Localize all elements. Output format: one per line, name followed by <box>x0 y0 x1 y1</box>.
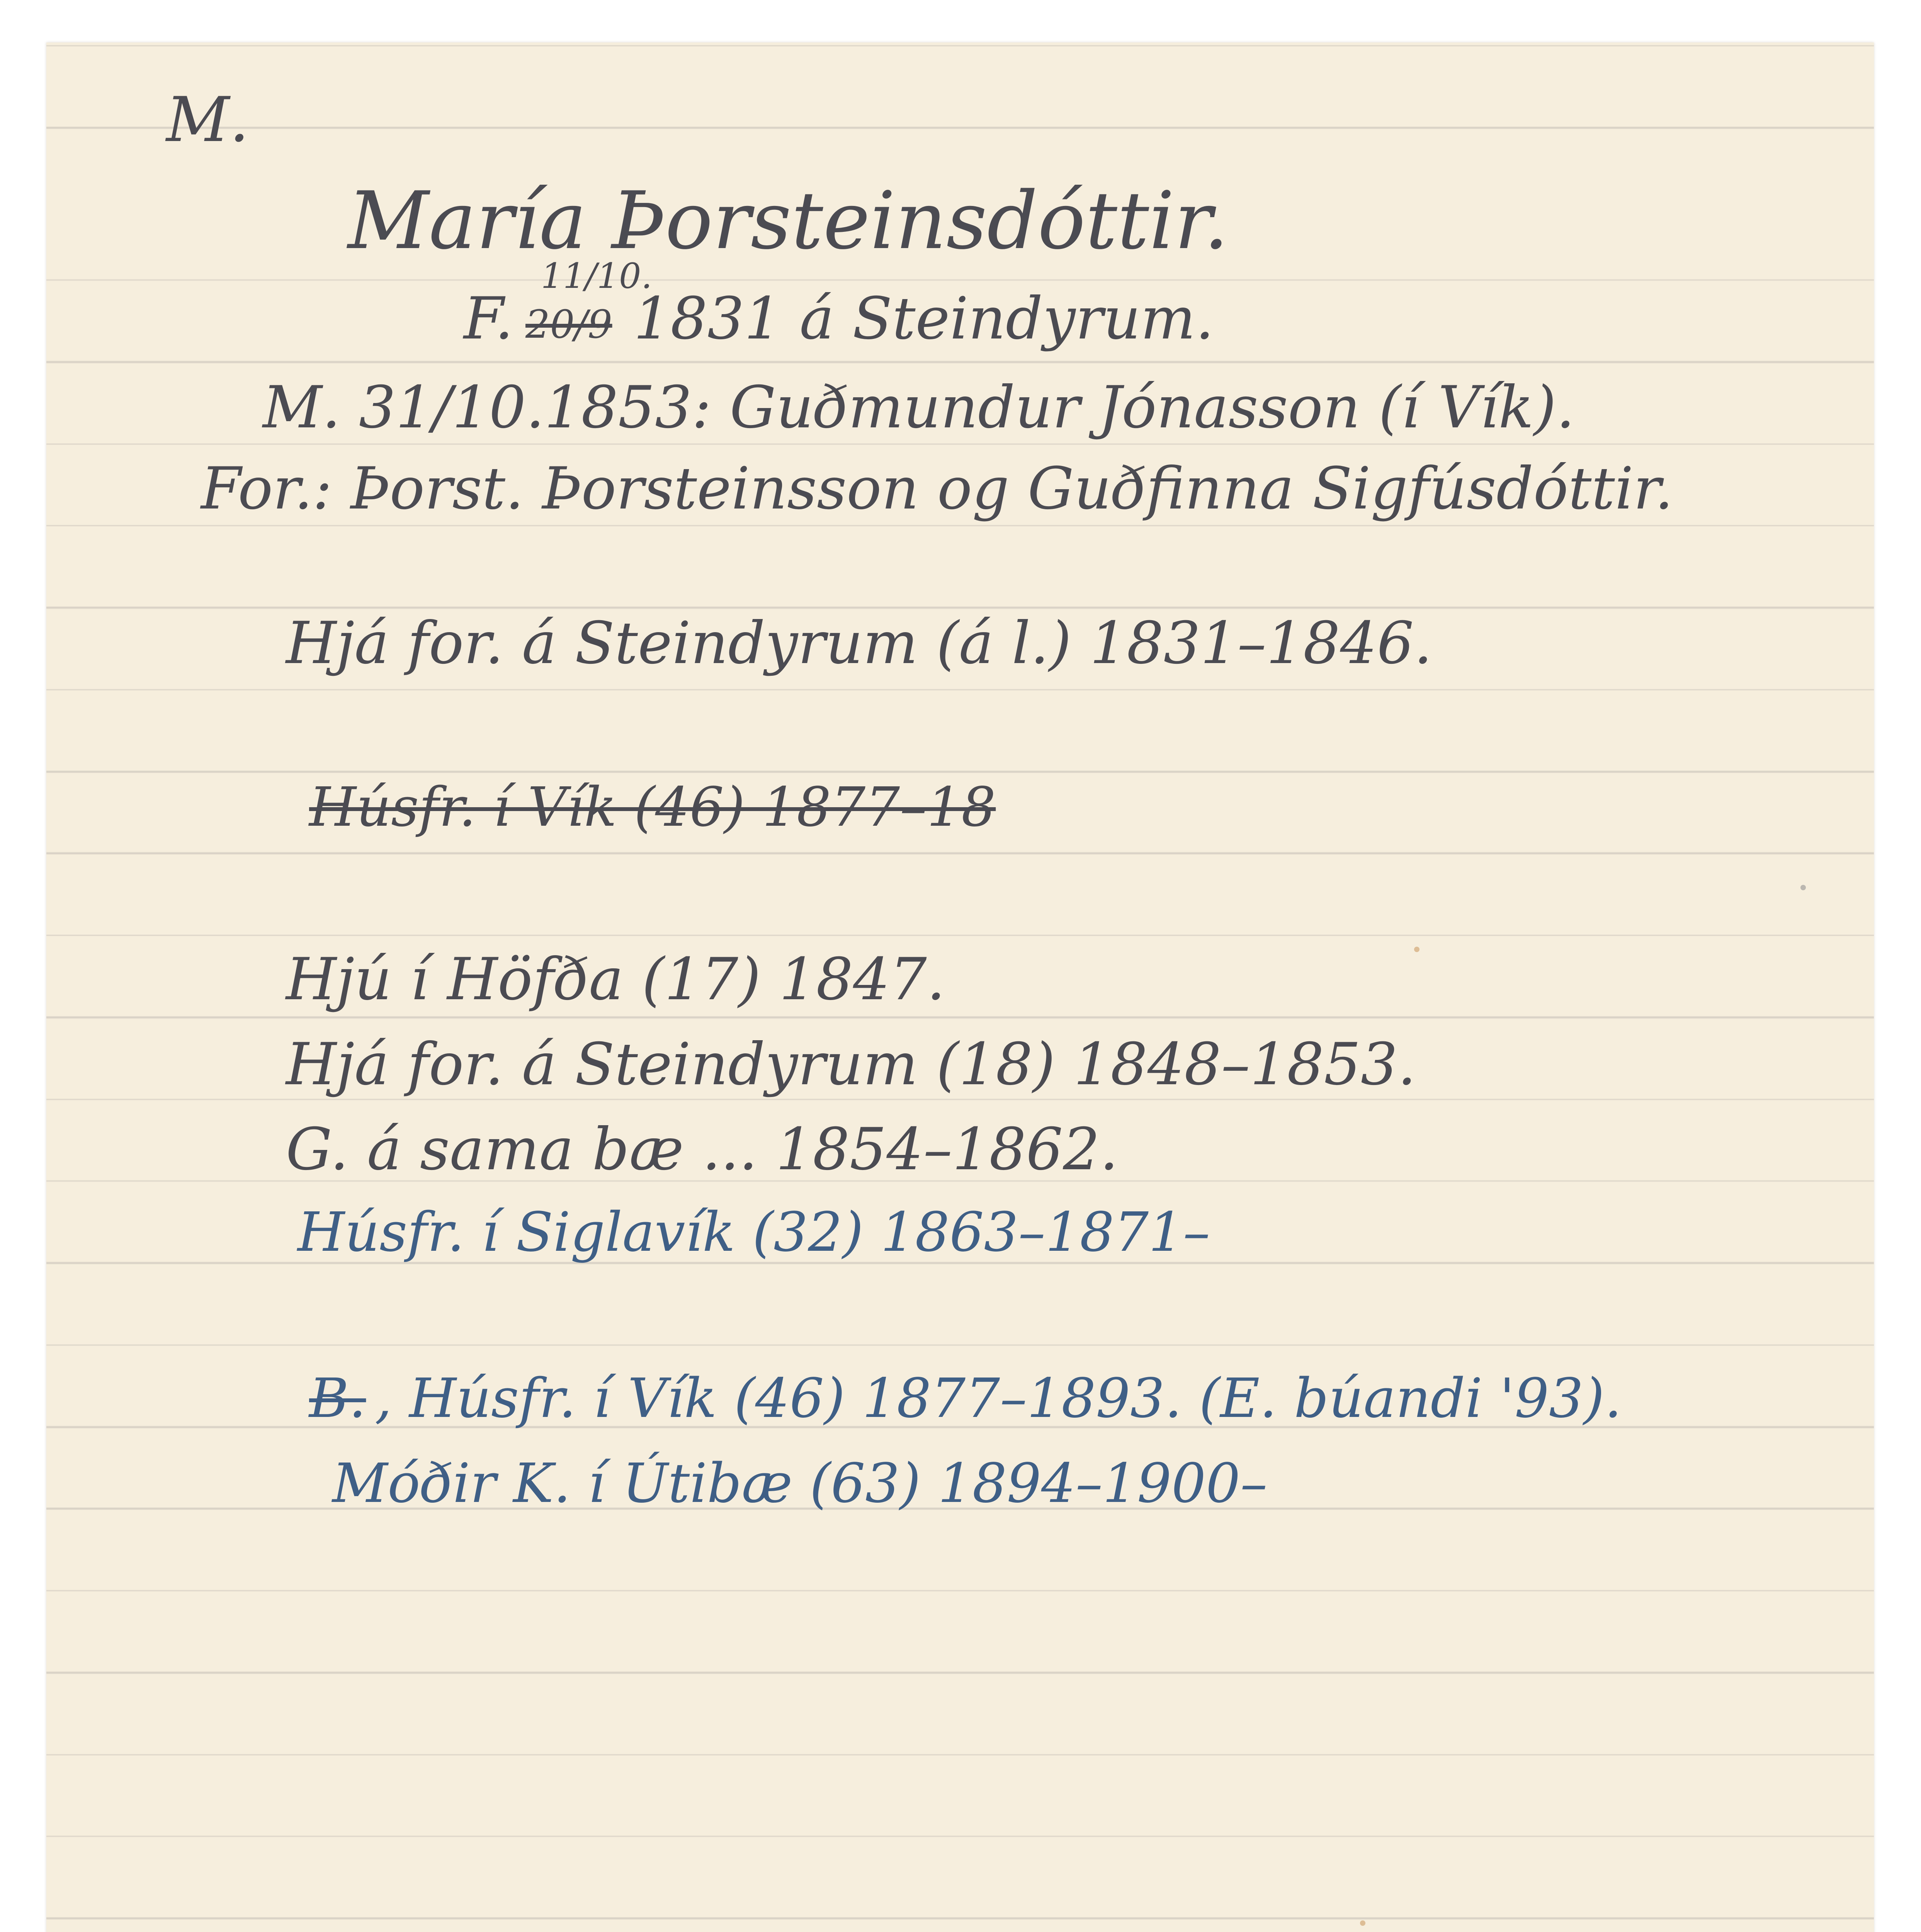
birth-date-correction: 11/10. <box>541 256 652 296</box>
birth-year-place: 1831 á Steindyrum. <box>634 285 1214 352</box>
later-residence-line: , Húsfr. í Vík (46) 1877–1893. (E. búandi '93). <box>375 1367 1622 1430</box>
later-struck-prefix: B. <box>309 1367 366 1430</box>
birth-prefix: F. <box>464 285 513 352</box>
notebook-page <box>46 43 1874 1932</box>
corner-mark: M. <box>166 83 249 156</box>
later-residence-line: Móðir K. í Útibæ (63) 1894–1900– <box>332 1452 1268 1515</box>
birth-struck-date: 20/9 <box>525 302 612 347</box>
residence-item: Húsfr. í Siglavík (32) 1863–1871– <box>298 1201 1210 1264</box>
paper-stain <box>1800 885 1806 890</box>
marriage-line: M. 31/10.1853: Guðmundur Jónasson (í Vík). <box>263 374 1575 441</box>
parents-line: For.: Þorst. Þorsteinsson og Guðfinna Sigfúsdóttir. <box>201 455 1673 522</box>
paper-stain <box>1360 1920 1365 1926</box>
residence-struck: Húsfr. í Vík (46) 1877–18 <box>309 776 996 839</box>
residence-item: Hjá for. á Steindyrum (18) 1848–1853. <box>286 1031 1416 1098</box>
paper-stain <box>1414 947 1420 952</box>
residence-first: Hjá for. á Steindyrum (á l.) 1831–1846. <box>286 610 1432 677</box>
residence-item: G. á sama bæ ... 1854–1862. <box>286 1116 1119 1183</box>
page-title: María Þorsteinsdóttir. <box>348 175 1229 267</box>
residence-item: Hjú í Höfða (17) 1847. <box>286 946 945 1013</box>
